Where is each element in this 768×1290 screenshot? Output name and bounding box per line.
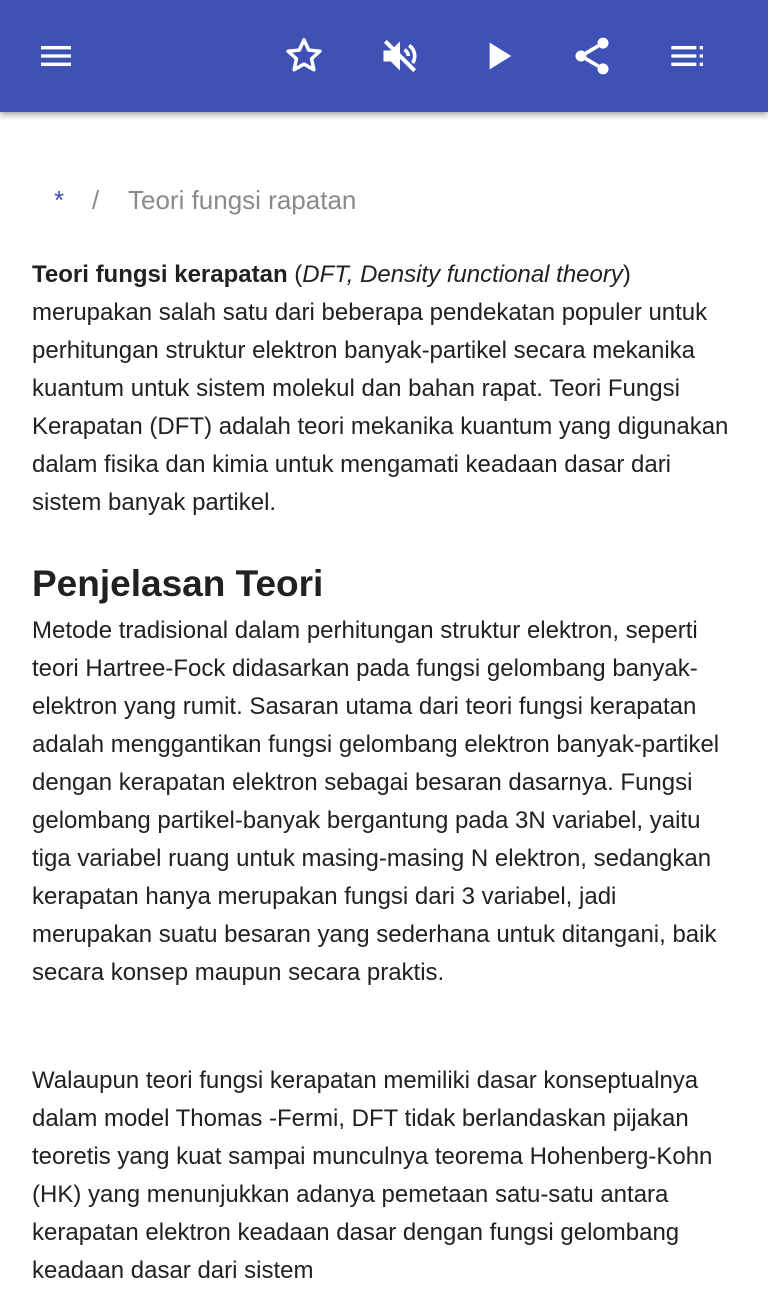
intro-text: merupakan salah satu dari beberapa pendekatan populer untuk perhitungan struktur elektron banyak-partikel secara mekanika kuantum untuk sistem molekul dan bahan rapat. Teori Fungsi Kerapatan (DFT) adalah teori mekanika kuantum yang digunakan dalam fisika dan kimia untuk mengamati keadaan dasar dari sistem banyak partikel. [32,299,729,516]
play-button[interactable] [470,28,526,84]
play-icon [478,36,518,76]
menu-button[interactable] [28,28,84,84]
body-paragraph-2: Walaupun teori fungsi kerapatan memiliki dasar konseptualnya dalam model Thomas -Fermi, DFT tidak berlandaskan pijakan teoretis yang kuat sampai munculnya teorema Hohenberg-Kohn (HK) yang menunjukkan adanya pemetaan satu-satu antara kerapatan elektron keadaan dasar dengan fungsi gelombang keadaan dasar dari sistem [32,1067,713,1284]
mute-button[interactable] [372,28,428,84]
breadcrumb-separator: / [92,185,100,215]
share-button[interactable] [564,28,620,84]
intro-term: Teori fungsi kerapatan [32,261,288,288]
favorite-button[interactable] [276,28,332,84]
hamburger-menu-icon [36,36,76,76]
intro-close-paren: ) [622,261,631,288]
intro-alt-name: DFT, Density functional theory [302,261,623,288]
share-icon [570,34,614,78]
breadcrumb-current: Teori fungsi rapatan [128,185,357,215]
breadcrumb-home-link[interactable]: * [54,185,65,215]
star-outline-icon [282,34,326,78]
intro-paragraph [32,256,736,522]
intro-open-paren: ( [287,261,303,288]
volume-off-icon [378,34,422,78]
body-paragraph-1: Metode tradisional dalam perhitungan struktur elektron, seperti teori Hartree-Fock didasarkan pada fungsi gelombang banyak-elektron yang rumit. Sasaran utama dari teori fungsi kerapatan adalah menggantikan fungsi gelombang elektron banyak-partikel dengan kerapatan elektron sebagai besaran dasarnya. Fungsi gelombang partikel-banyak bergantung pada 3N variabel, yaitu tiga variabel ruang untuk masing-masing N elektron, sedangkan kerapatan hanya merupakan fungsi dari 3 variabel, jadi merupakan suatu besaran yang sederhana untuk ditangani, baik secara konsep maupun secara praktis. [32,617,720,986]
section-heading: Penjelasan Teori [32,563,324,604]
app-toolbar [0,0,768,112]
contents-button[interactable] [660,28,716,84]
playlist-icon [668,36,708,76]
